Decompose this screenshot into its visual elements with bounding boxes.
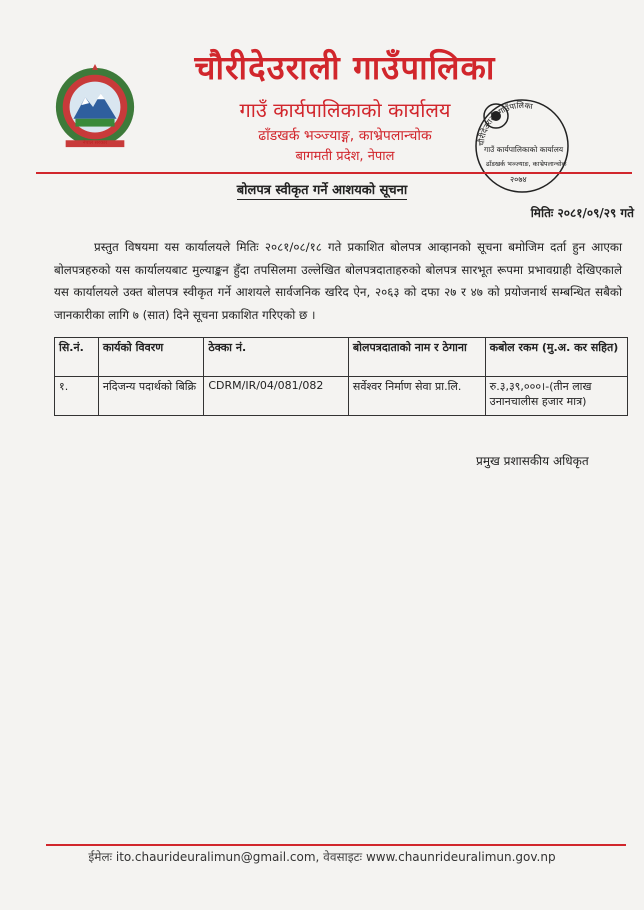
col-header-amount: कबोल रकम (मु.अ. कर सहित)	[485, 338, 627, 377]
header-divider	[36, 172, 632, 174]
cell-description: नदिजन्य पदार्थको बिक्रि	[98, 377, 204, 416]
stamp-line-3: ढाँडखर्क भञ्ज्याङ, काभ्रेपलान्चोक	[486, 160, 567, 168]
table-row	[55, 377, 628, 416]
stamp-line-2: गाउँ कार्यपालिकाको कार्यालय	[484, 145, 564, 154]
cell-amount: रु.३,३९,०००।-(तीन लाख उनानचालीस हजार मात्र)	[485, 377, 627, 416]
email-label: ईमेलः	[88, 850, 113, 864]
signature-title: प्रमुख प्रशासकीय अधिकृत	[476, 454, 589, 468]
notice-title-text: बोलपत्र स्वीकृत गर्ने आशयको सूचना	[236, 183, 408, 198]
emblem-caption: नेपाल सरकार	[82, 140, 108, 146]
notice-date: मितिः २०८१/०९/२९ गते	[530, 206, 634, 220]
page-title: चौरीदेउराली गाउँपालिका	[194, 48, 496, 87]
office-address: ढाँडखर्क भञ्ज्याङ्ग, काभ्रेपलान्चोक	[258, 128, 432, 144]
cell-bidder: सर्वेश्वर निर्माण सेवा प्रा.लि.	[348, 377, 485, 416]
email-link[interactable]: ito.chaurideuralimun@gmail.com,	[115, 850, 320, 864]
col-header-bidder: बोलपत्रदाताको नाम र ठेगाना	[348, 338, 485, 377]
office-name: गाउँ कार्यपालिकाको कार्यालय	[239, 98, 451, 122]
office-province: बागमती प्रदेश, नेपाल	[295, 149, 395, 164]
col-header-description: कार्यको विवरण	[98, 338, 204, 377]
bid-table	[54, 337, 628, 416]
col-header-sn: सि.नं.	[55, 338, 99, 377]
col-header-contract-no: ठेक्का नं.	[204, 338, 349, 377]
notice-title	[0, 180, 644, 198]
cell-sn: १.	[55, 377, 99, 416]
table-header-row	[55, 338, 628, 377]
footer-divider	[46, 844, 626, 846]
website-label: वेवसाइटः	[323, 850, 363, 864]
stamp-year: २०७४	[510, 175, 527, 184]
nepal-emblem-icon	[46, 64, 144, 152]
cell-contract-no: CDRM/IR/04/081/082	[204, 377, 349, 416]
website-link[interactable]: www.chaunrideuralimun.gov.np	[365, 850, 556, 864]
stamp-line-1: चौरीदेउराली गाउँपालिका	[476, 100, 534, 147]
footer	[0, 848, 644, 865]
notice-body: प्रस्तुत विषयमा यस कार्यालयले मितिः २०८१/०८/१८ गते प्रकाशित बोलपत्र आव्हानको सूचना बमोजिम दर्ता हुन आएका बोलपत्रहरुको यस कार्यालयबाट मुल्याङ्कन हुँदा तपसिलमा उल्लेखित बोलपत्रदाताहरुको बोलपत्र सारभूत रूपमा प्रभावग्राही देखिएकाले यस कार्यालयले उक्त बोलपत्र स्वीकृत गर्ने आशयले सार्वजनिक खरिद ऐन, २०६३ को दफा २७ र ४७ को प्रयोजनार्थ सम्बन्धित सबैको जानकारीका लागि ७ (सात) दिने सूचना प्रकाशित गरिएको छ ।	[54, 240, 622, 322]
